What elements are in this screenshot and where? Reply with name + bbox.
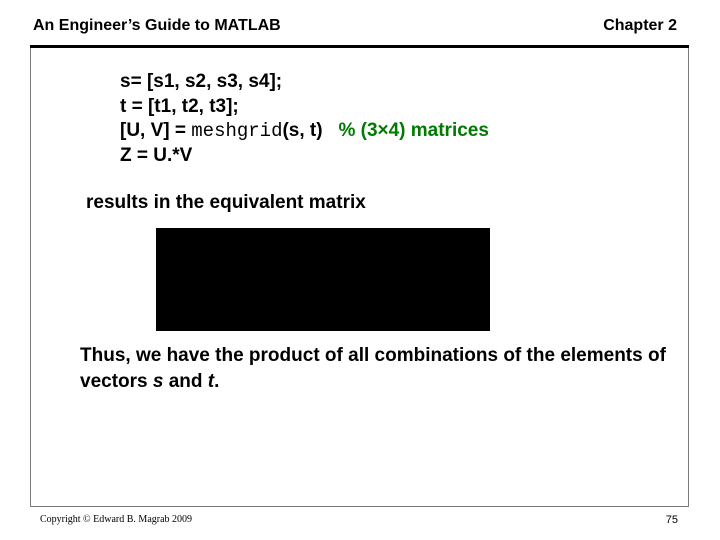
conclusion-and: and <box>163 371 208 392</box>
meshgrid-function: meshgrid <box>191 120 283 142</box>
code-line-3-args: (s, t) <box>282 120 323 141</box>
slide-top-rule <box>30 45 689 48</box>
code-line-1: s= [s1, s2, s3, s4]; <box>120 71 283 92</box>
page-number: 75 <box>665 514 678 526</box>
code-line-3-prefix: [U, V] = <box>120 120 192 141</box>
code-line-3 <box>120 119 489 144</box>
conclusion-text <box>80 343 680 395</box>
conclusion-part1: Thus, we have the product of all combinations of the elements of vectors <box>80 345 666 392</box>
copyright-footer: Copyright © Edward B. Magrab 2009 <box>40 514 193 525</box>
code-line-2: t = [t1, t2, t3]; <box>120 95 239 117</box>
result-text: results in the equivalent matrix <box>86 192 366 213</box>
conclusion-end: . <box>214 371 220 392</box>
var-s: s <box>152 371 164 392</box>
chapter-label: Chapter 2 <box>603 17 677 34</box>
equivalent-matrix-image <box>156 228 490 331</box>
code-comment: % (3×4) matrices <box>338 120 489 141</box>
var-t: t <box>207 371 215 392</box>
code-line-4: Z = U.*V <box>120 144 193 166</box>
header-title: An Engineer’s Guide to MATLAB <box>33 17 281 34</box>
code-block <box>120 70 489 168</box>
